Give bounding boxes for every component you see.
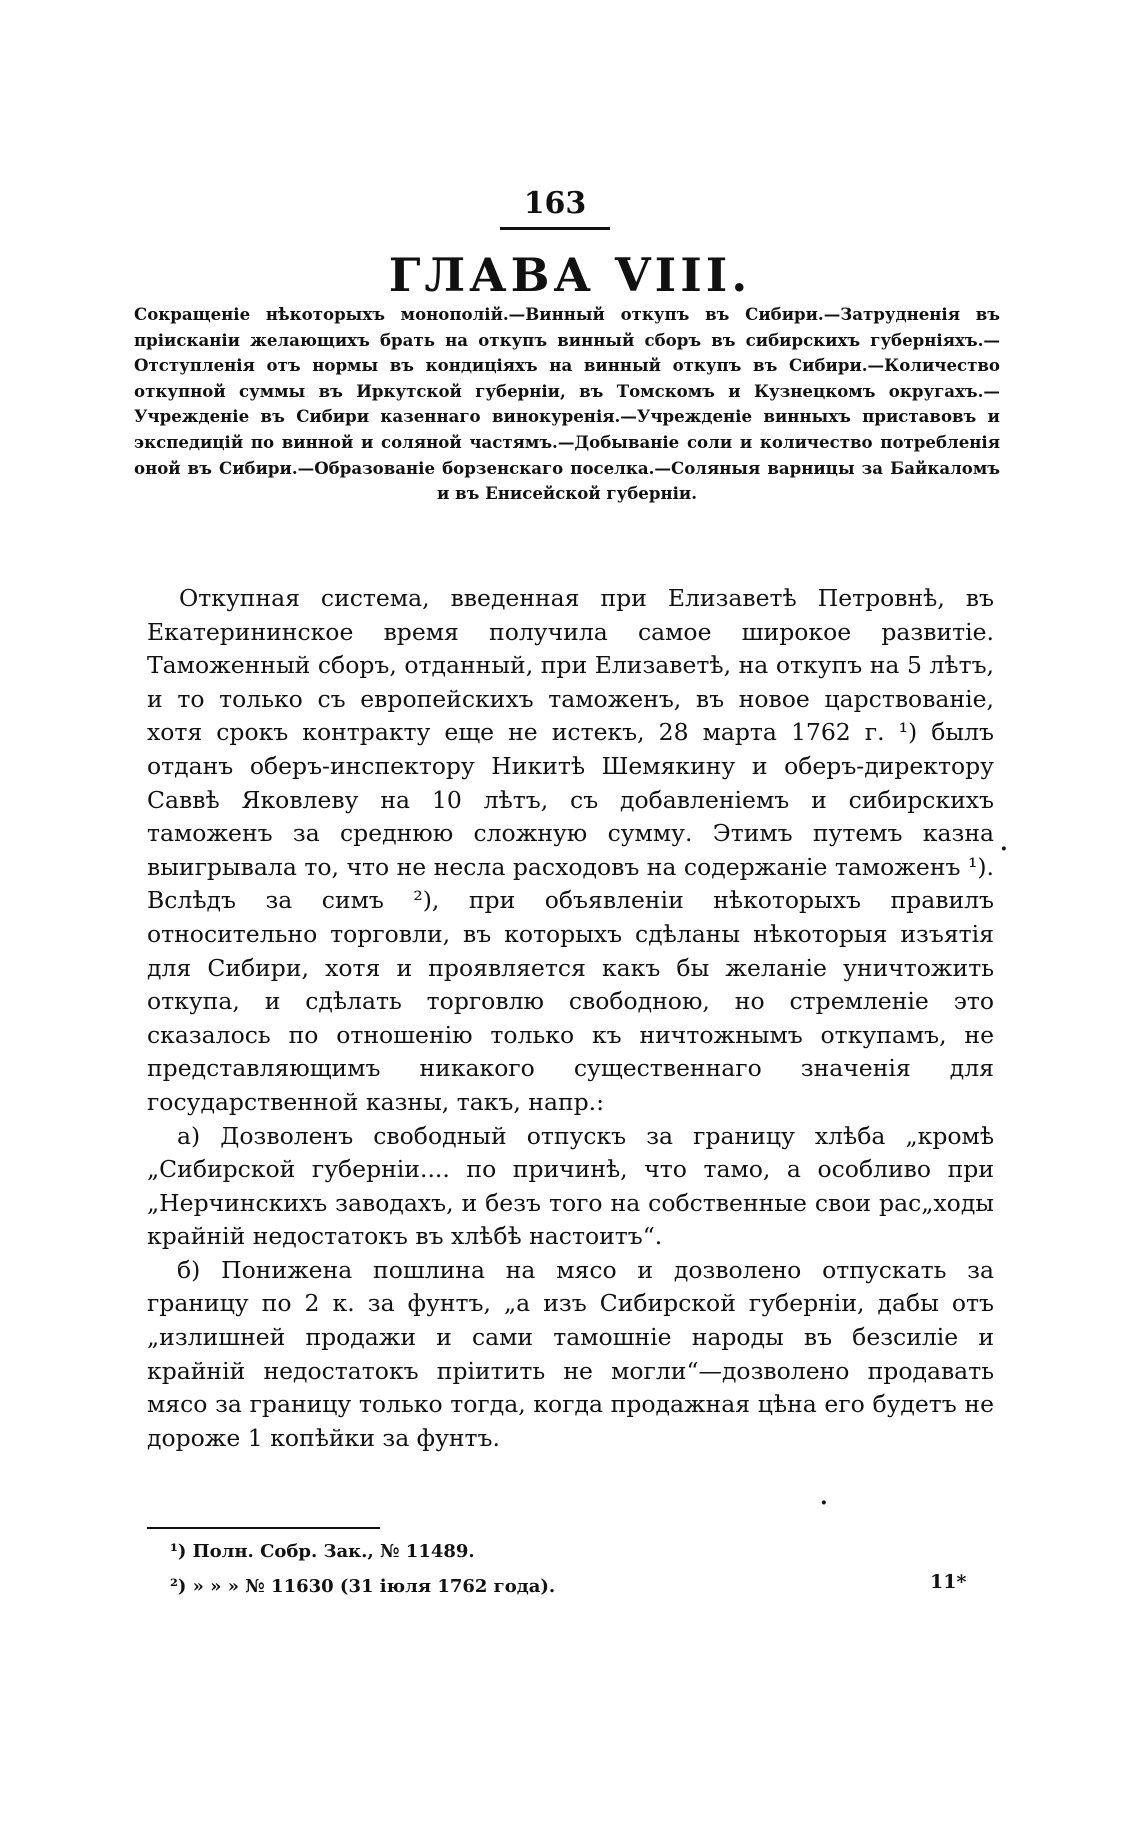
paragraph-item-a: а) Дозволенъ свободный отпускъ за границу хлѣба „кромѣ „Сибирской губерніи.... по причинѣ, что тамо, а особливо при „Нерчинскихъ заводахъ, и безъ того на собственные свои рас„ходы крайній недостатокъ въ хлѣбѣ настоитъ“. [147,1121,994,1251]
footnote-1: ¹) Полн. Собр. Зак., № 11489. [170,1541,475,1562]
footnote-divider [147,1527,380,1529]
page-number: 163 [500,186,610,230]
print-speck: · [820,1490,828,1516]
chapter-summary: Сокращеніе нѣкоторыхъ монополій.—Винный откупъ въ Сибири.—Затрудненія въ пріисканіи желающихъ брать на откупъ винный сборъ въ сибирскихъ губерніяхъ.—Отступленія отъ нормы въ кондиціяхъ на винный откупъ въ Сибири.—Количество откупной суммы въ Иркутской губерніи, въ Томскомъ и Кузнецкомъ округахъ.—Учрежденіе въ Сибири казеннаго винокуренія.—Учрежденіе винныхъ приставовъ и экспедицій по винной и соляной частямъ.—Добываніе соли и количество потребленія оной въ Сибири.—Образованіе борзенскаго поселка.—Соляныя варницы за Байкаломъ и въ Енисейской губерніи. [134,304,1000,504]
chapter-title: ГЛАВА VIII. [388,248,752,302]
footnotes [170,1534,810,1604]
footnote-2: ²) » » » № 11630 (31 іюля 1762 года). [170,1576,556,1597]
print-speck: · [1000,836,1008,862]
printer-signature-mark: 11* [930,1571,967,1593]
main-text [147,582,994,1455]
paragraph-item-b: б) Понижена пошлина на мясо и дозволено отпускать за границу по 2 к. за фунтъ, „а изъ Сибирской губерніи, дабы отъ „излишней продажи и сами тамошніе народы въ безсиліе и крайній недостатокъ пріитить не могли“—дозволено продавать мясо за границу только тогда, когда продажная цѣна его будетъ не дороже 1 копѣйки за фунтъ. [147,1255,994,1452]
paragraph-intro: Откупная система, введенная при Елизаветѣ Петровнѣ, въ Екатерининское время получила самое широкое развитіе. Таможенный сборъ, отданный, при Елизаветѣ, на откупъ на 5 лѣтъ, и то только съ европейскихъ таможенъ, въ новое царствованіе, хотя срокъ контракту еще не истекъ, 28 марта 1762 г. ¹) былъ отданъ оберъ-инспектору Никитѣ Шемякину и оберъ-директору Саввѣ Яковлеву на 10 лѣтъ, съ добавленіемъ и сибирскихъ таможенъ за среднюю сложную сумму. Этимъ путемъ казна выигрывала то, что не несла расходовъ на содержаніе таможенъ ¹). Вслѣдъ за симъ ²), при объявленіи нѣкоторыхъ правилъ относительно торговли, въ которыхъ сдѣланы нѣкоторыя изъятія для Сибири, хотя и проявляется какъ бы желаніе уничтожить откупа, и сдѣлать торговлю свободною, но стремленіе это сказалось по отношенію только къ ничтожнымъ откупамъ, не представляющимъ никакого существеннаго значенія для государственной казны, такъ, напр.: [147,584,994,1116]
